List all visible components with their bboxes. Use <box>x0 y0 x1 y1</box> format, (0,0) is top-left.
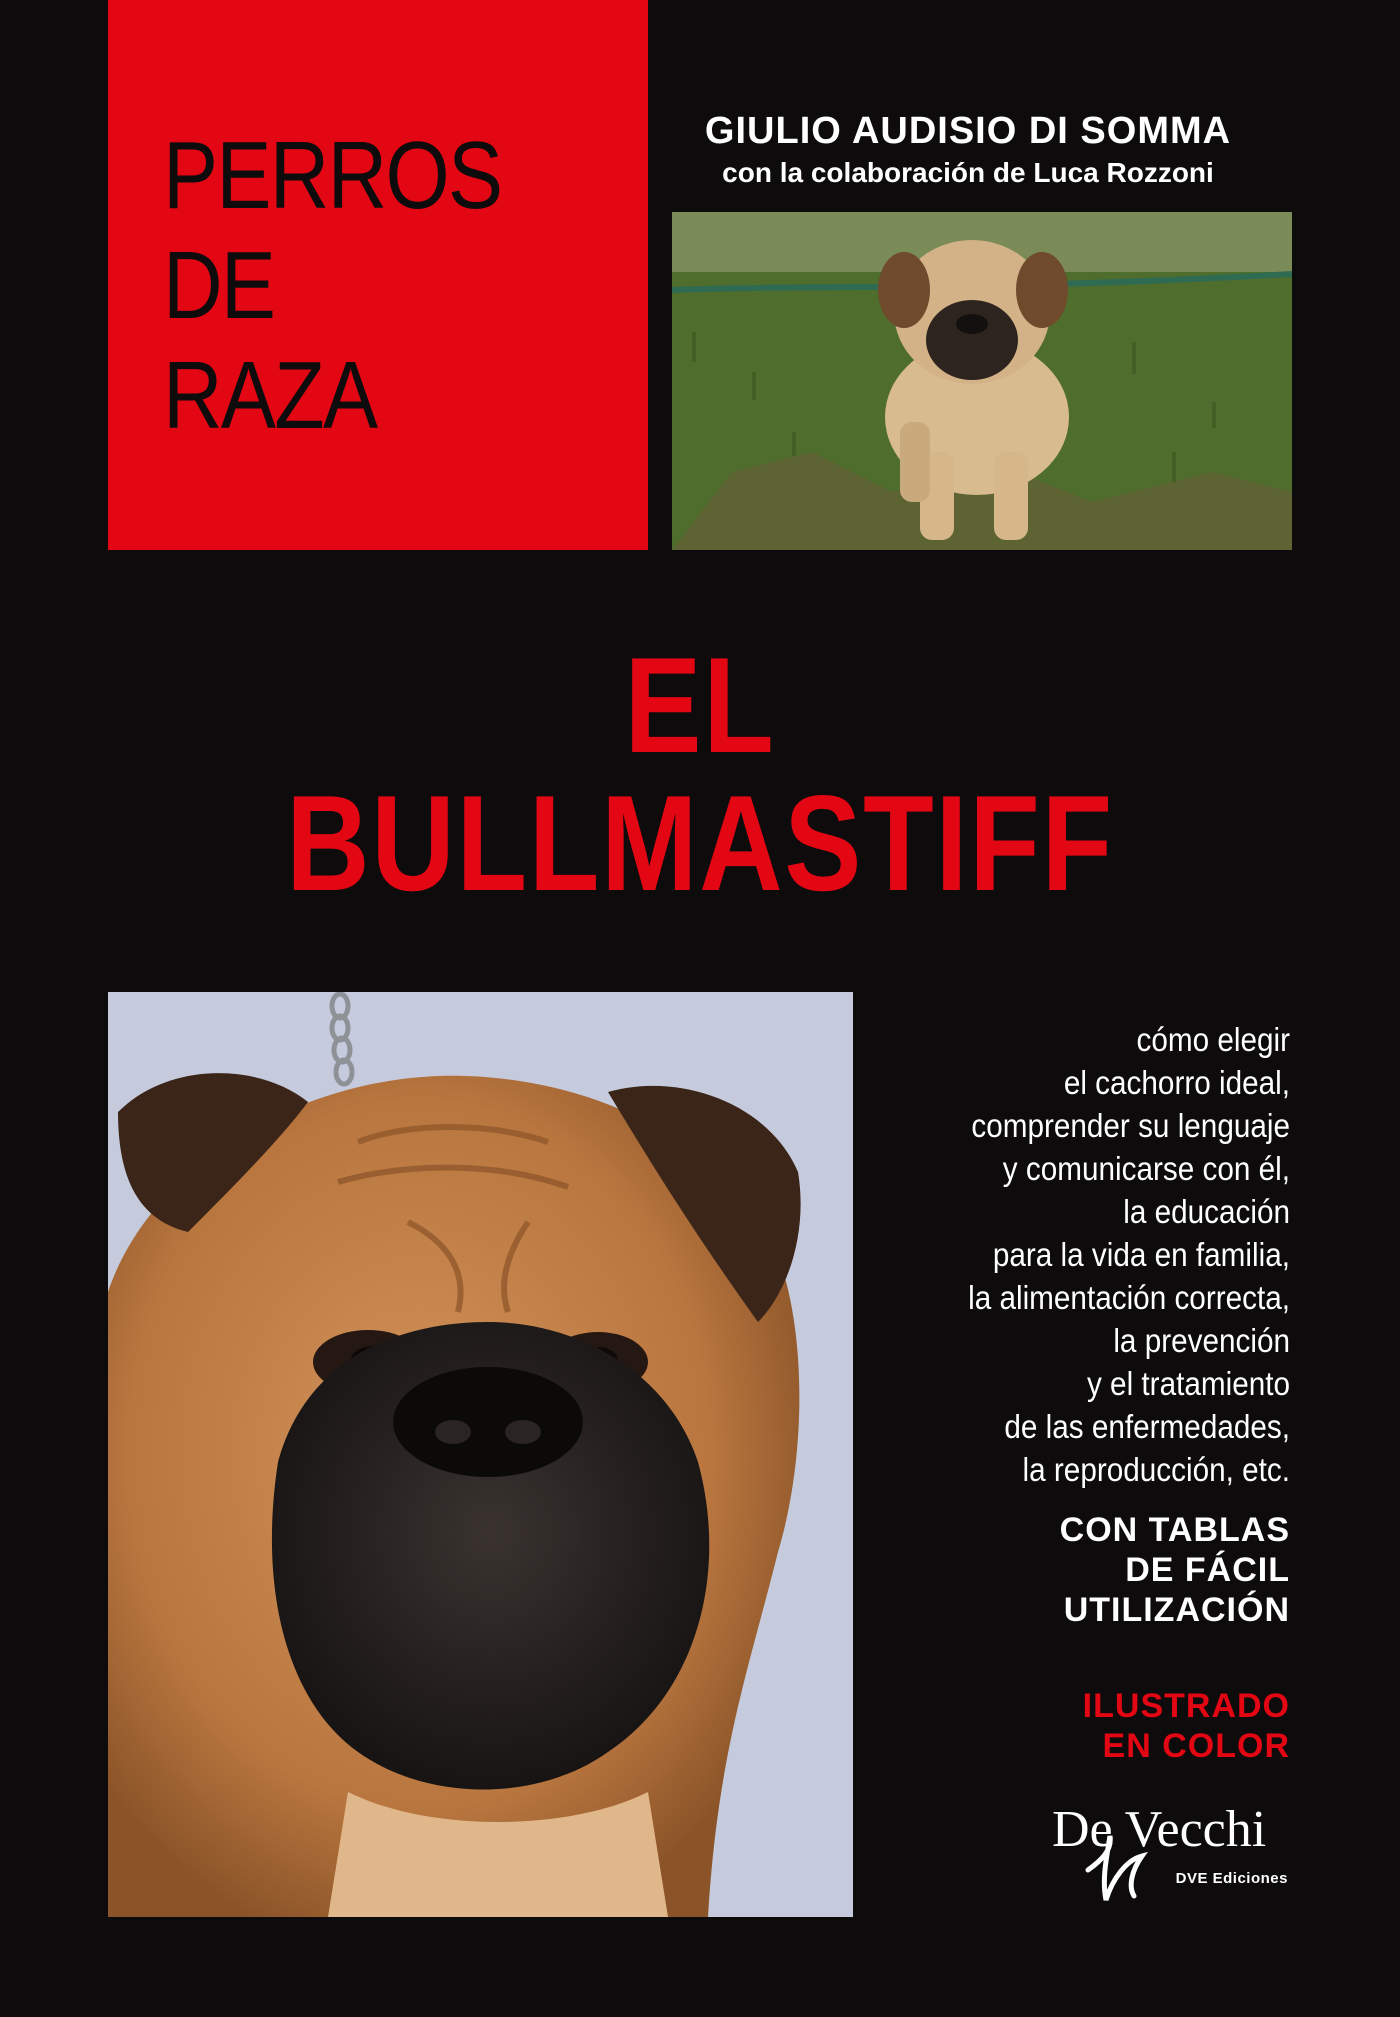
topic-line: y comunicarse con él, <box>1002 1150 1290 1187</box>
puppy-photo <box>672 212 1292 550</box>
book-title-line-1: EL <box>624 629 776 781</box>
color-note-line: EN COLOR <box>1102 1727 1290 1765</box>
tables-note-line: CON TABLAS <box>1059 1511 1290 1549</box>
topic-line: cómo elegir <box>1136 1021 1290 1058</box>
topic-line: el cachorro ideal, <box>1063 1064 1290 1101</box>
bullmastiff-portrait-photo <box>108 992 853 1917</box>
book-title-line-2: BULLMASTIFF <box>286 767 1114 919</box>
series-block <box>108 0 648 550</box>
author-name: GIULIO AUDISIO DI SOMMA <box>704 110 1232 152</box>
illustrated-color-note <box>920 1686 1290 1766</box>
topic-line: y el tratamiento <box>1086 1365 1290 1402</box>
publisher-logo-text: De Vecchi <box>1052 1801 1267 1858</box>
tables-note-line: UTILIZACIÓN <box>1063 1591 1290 1629</box>
author-collaboration: con la colaboración de Luca Rozzoni <box>722 157 1214 188</box>
topic-line: la educación <box>1123 1193 1290 1230</box>
tables-note <box>920 1510 1290 1630</box>
publisher-mark-icon <box>1082 1830 1172 1904</box>
topic-line: comprender su lenguaje <box>971 1107 1290 1144</box>
publisher-imprint: DVE Ediciones <box>1175 1870 1288 1887</box>
topic-line: la prevención <box>1113 1322 1290 1359</box>
series-title-line-3: RAZA <box>163 342 377 449</box>
topic-line: para la vida en familia, <box>992 1236 1290 1273</box>
color-note-line: ILUSTRADO <box>1082 1687 1290 1725</box>
tables-note-line: DE FÁCIL <box>1125 1551 1290 1589</box>
topic-line: la alimentación correcta, <box>968 1279 1290 1316</box>
topic-line: la reproducción, etc. <box>1022 1451 1290 1488</box>
publisher-logo <box>1052 1800 1302 1904</box>
series-title-line-1: PERROS <box>163 122 502 229</box>
author-block <box>662 110 1274 190</box>
topic-line: de las enfermedades, <box>1004 1408 1290 1445</box>
series-title-line-2: DE <box>163 232 275 339</box>
topics-list <box>901 1018 1290 1491</box>
